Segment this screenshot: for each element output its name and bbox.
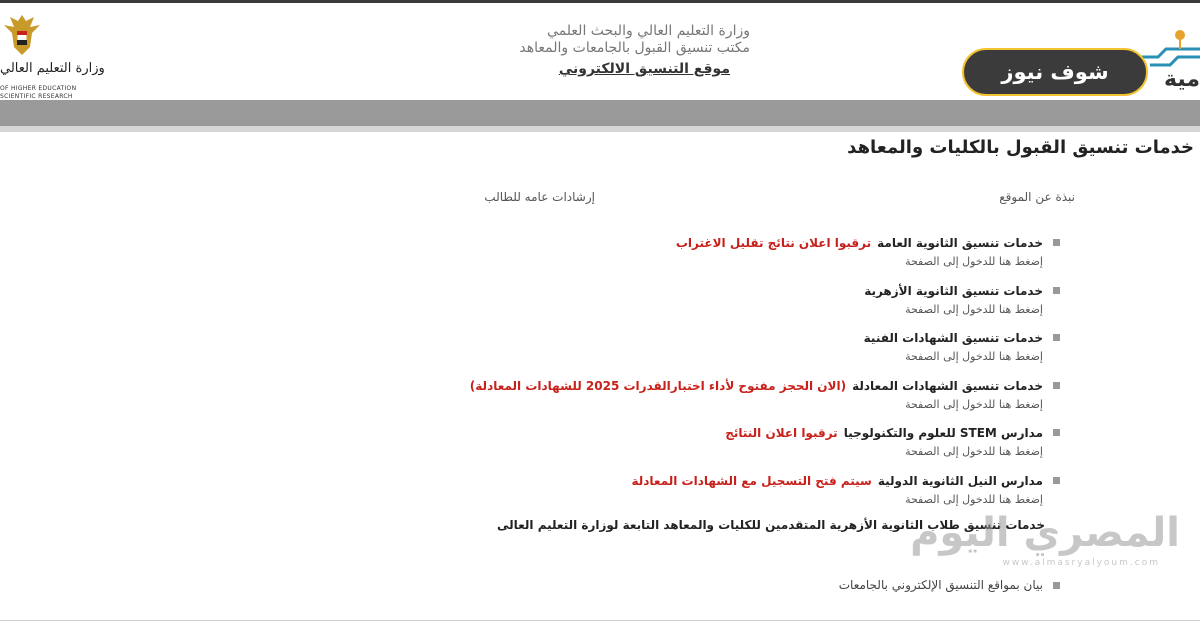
service-title: خدمات تنسيق الثانوية العامة xyxy=(877,236,1043,250)
service-title: خدمات تنسيق الشهادات الفنية xyxy=(863,331,1043,345)
service-enter-link[interactable]: إضغط هنا للدخول إلى الصفحة xyxy=(905,303,1043,316)
service-enter-link[interactable]: إضغط هنا للدخول إلى الصفحة xyxy=(905,350,1043,363)
office-title: مكتب تنسيق القبول بالجامعات والمعاهد xyxy=(519,40,750,56)
nav-bar xyxy=(0,100,1200,126)
nav-bar-shadow xyxy=(0,126,1200,132)
site-logo xyxy=(1140,21,1200,101)
header xyxy=(0,3,1200,100)
ministry-name-english-1: OF HIGHER EDUCATION xyxy=(0,85,77,92)
service-title: خدمات تنسيق الشهادات المعادلة xyxy=(852,379,1043,393)
header-titles xyxy=(460,23,750,77)
footer-divider xyxy=(0,620,1200,621)
ministry-name-english-2: SCIENTIFIC RESEARCH xyxy=(0,93,73,100)
eagle-emblem-icon xyxy=(0,11,44,61)
badge-text: شوف نيوز xyxy=(1001,60,1109,84)
service-note: (الان الحجز مفتوح لأداء اختبارالقدرات 2025 للشهادات المعادلة) xyxy=(469,379,847,393)
watermark xyxy=(870,500,1180,575)
news-source-badge xyxy=(962,48,1148,96)
ministry-logo[interactable] xyxy=(0,11,120,99)
site-home-link[interactable]: موقع التنسيق الالكتروني xyxy=(558,61,730,77)
site-logo-text: مية xyxy=(1164,67,1200,92)
ministry-title: وزارة التعليم العالي والبحث العلمي xyxy=(547,23,750,39)
service-note: سيتم فتح التسجيل مع الشهادات المعادلة xyxy=(631,474,872,488)
bullet-icon xyxy=(1053,287,1060,294)
service-enter-link[interactable]: إضغط هنا للدخول إلى الصفحة xyxy=(905,255,1043,268)
bullet-icon xyxy=(1053,334,1060,341)
bullet-icon xyxy=(1053,477,1060,484)
tab-student-guidelines[interactable]: إرشادات عامه للطالب xyxy=(484,190,595,204)
service-enter-link[interactable]: إضغط هنا للدخول إلى الصفحة xyxy=(905,398,1043,411)
bullet-icon xyxy=(1053,382,1060,389)
university-sites-item[interactable] xyxy=(839,578,1060,592)
service-title: مدارس النيل الثانوية الدولية xyxy=(877,474,1043,488)
service-title: خدمات تنسيق الثانوية الأزهرية xyxy=(864,284,1043,298)
ministry-name-arabic: وزارة التعليم العالي xyxy=(0,61,105,76)
service-item-azhar xyxy=(864,280,1060,316)
watermark-logo: المصري اليوم xyxy=(910,510,1180,556)
service-note: ترقبوا اعلان النتائج xyxy=(725,426,838,440)
tab-about-site[interactable]: نبذة عن الموقع xyxy=(999,190,1075,204)
service-enter-link[interactable]: إضغط هنا للدخول إلى الصفحة xyxy=(905,493,1043,506)
page-title: خدمات تنسيق القبول بالكليات والمعاهد xyxy=(847,137,1194,158)
azhar-applicants-link[interactable]: خدمات تنسيق طلاب الثانوية الأزهرية المتقدمين للكليات والمعاهد التابعة لوزارة التعليم العالى xyxy=(496,518,1045,532)
university-sites-label: بيان بمواقع التنسيق الإلكتروني بالجامعات xyxy=(838,578,1043,592)
circuit-logo-icon xyxy=(1140,21,1200,71)
service-note: ترقبوا اعلان نتائج تقليل الاغتراب xyxy=(675,236,872,250)
service-item-equivalent xyxy=(470,375,1060,411)
service-title: مدارس STEM للعلوم والتكنولوجيا xyxy=(843,426,1043,440)
service-enter-link[interactable]: إضغط هنا للدخول إلى الصفحة xyxy=(905,445,1043,458)
service-item-general-secondary xyxy=(676,232,1060,268)
bullet-icon xyxy=(1053,429,1060,436)
watermark-url: www.almasryalyoum.com xyxy=(1002,558,1160,568)
bullet-icon xyxy=(1053,582,1060,589)
service-item-technical xyxy=(864,327,1060,363)
service-item-stem xyxy=(725,422,1060,458)
bullet-icon xyxy=(1053,239,1060,246)
